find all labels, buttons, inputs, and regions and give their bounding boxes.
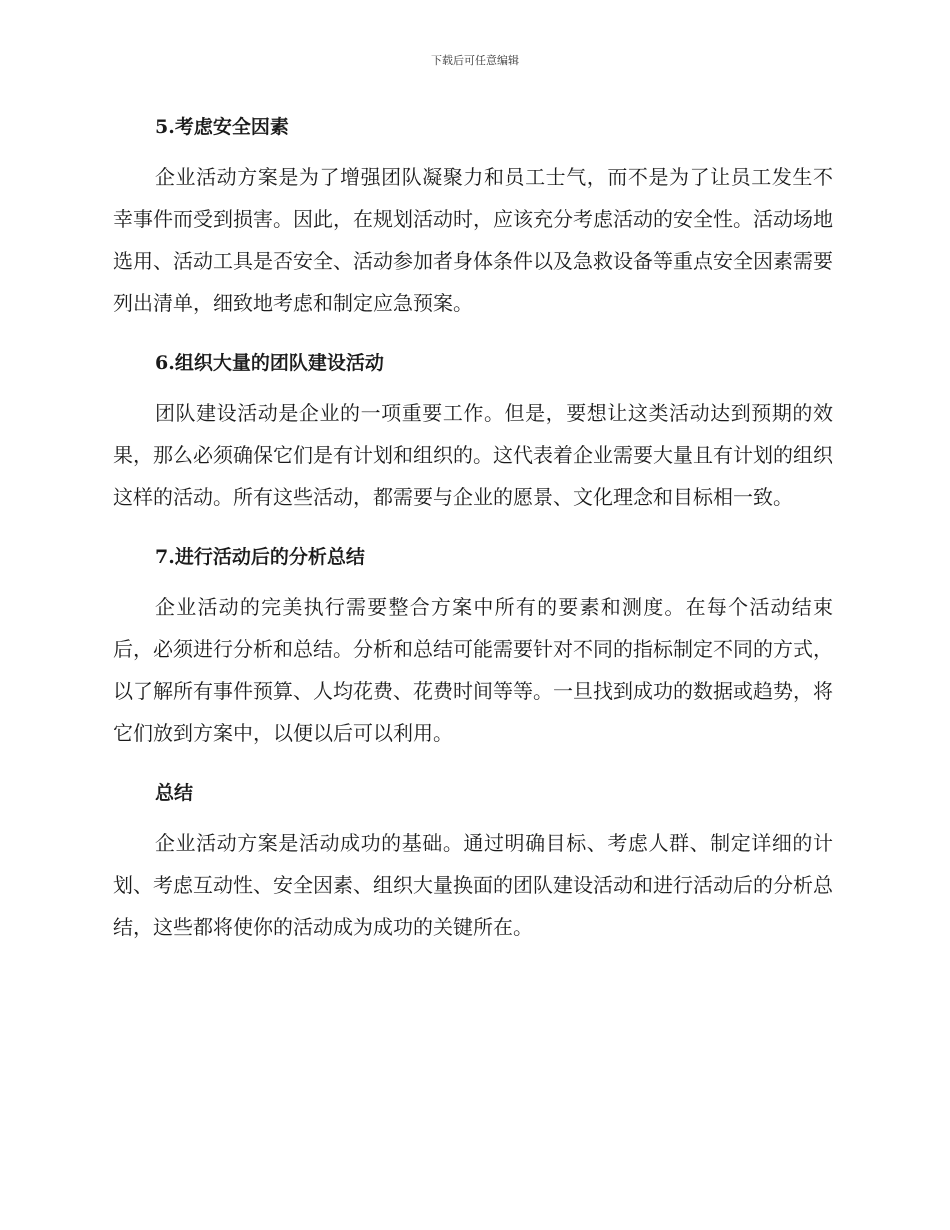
section-heading: 6.组织大量的团队建设活动 — [155, 352, 384, 374]
page-header-note: 下载后可任意编辑 — [431, 54, 519, 67]
section-summary — [113, 774, 833, 948]
section-paragraph: 企业活动方案是活动成功的基础。通过明确目标、考虑人群、制定详细的计划、考虑互动性、安全因素、组织大量换面的团队建设活动和进行活动后的分析总结，这些都将使你的活动成为成功的关键所在。 — [113, 831, 833, 939]
section-heading: 7.进行活动后的分析总结 — [155, 546, 365, 568]
section-team-building — [113, 344, 833, 518]
section-heading: 5.考虑安全因素 — [155, 116, 289, 138]
section-paragraph: 企业活动的完美执行需要整合方案中所有的要素和测度。在每个活动结束后，必须进行分析和总结。分析和总结可能需要针对不同的指标制定不同的方式，以了解所有事件预算、人均花费、花费时间等等。一旦找到成功的数据或趋势，将它们放到方案中，以便以后可以利用。 — [113, 595, 833, 745]
document-body — [113, 108, 833, 968]
section-heading: 总结 — [155, 782, 194, 804]
section-paragraph: 团队建设活动是企业的一项重要工作。但是，要想让这类活动达到预期的效果，那么必须确保它们是有计划和组织的。这代表着企业需要大量且有计划的组织这样的活动。所有这些活动，都需要与企业的愿景、文化理念和目标相一致。 — [113, 401, 833, 509]
section-post-event-analysis — [113, 538, 833, 754]
section-safety-factors — [113, 108, 833, 324]
section-paragraph: 企业活动方案是为了增强团队凝聚力和员工士气，而不是为了让员工发生不幸事件而受到损害。因此，在规划活动时，应该充分考虑活动的安全性。活动场地选用、活动工具是否安全、活动参加者身体条件以及急救设备等重点安全因素需要列出清单，细致地考虑和制定应急预案。 — [113, 165, 833, 315]
